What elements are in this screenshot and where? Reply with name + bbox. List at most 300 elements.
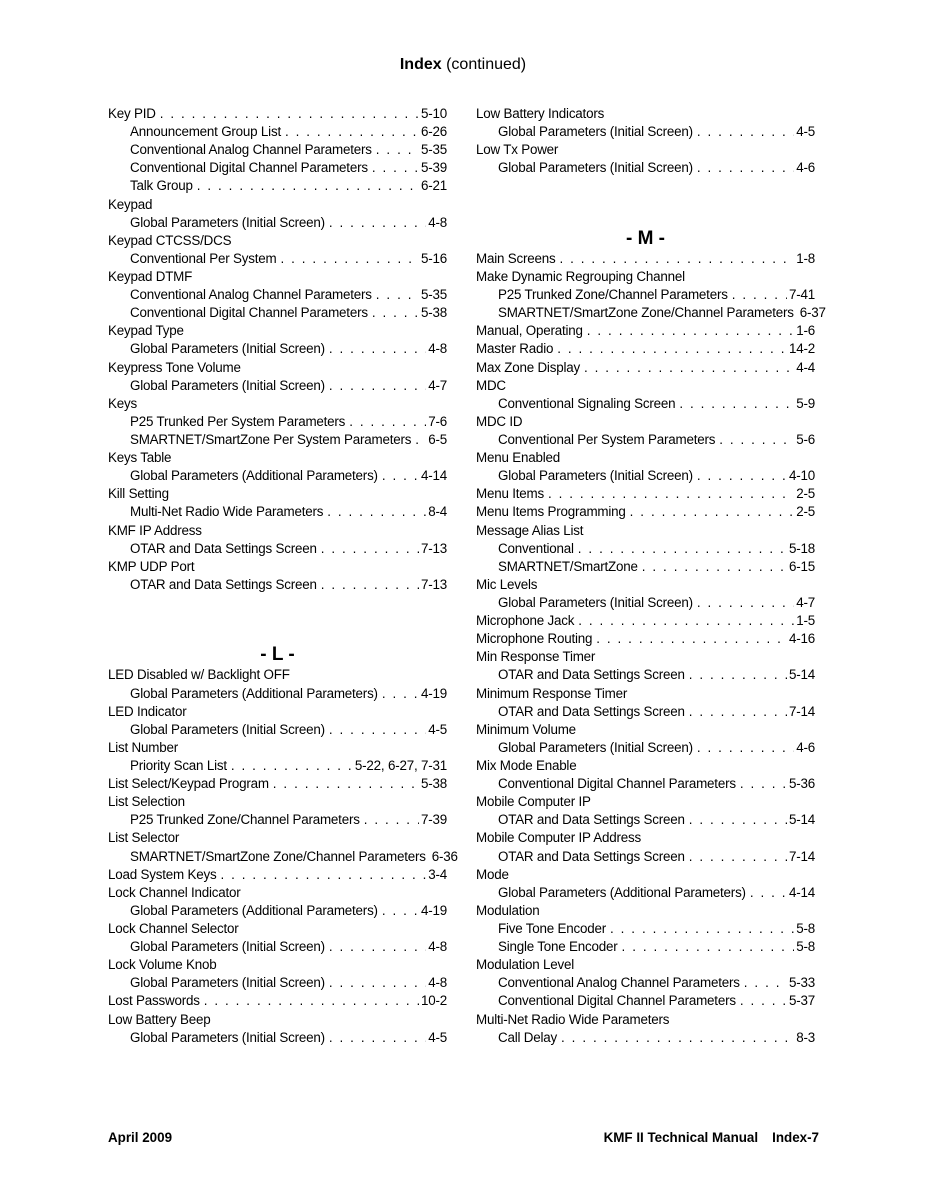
index-subentry — [476, 739, 815, 757]
entry-page-ref: 4-8 — [428, 341, 447, 357]
index-subentry — [476, 938, 815, 956]
index-subentry — [108, 938, 447, 956]
entry-term: Mobile Computer IP — [476, 794, 591, 810]
entry-term: Global Parameters (Initial Screen) — [130, 1029, 325, 1045]
index-subentry — [108, 250, 447, 268]
entry-term: Keys Table — [108, 450, 172, 466]
entry-term: Main Screens — [476, 250, 556, 266]
index-subentry — [108, 340, 447, 358]
entry-page-ref: 4-6 — [796, 160, 815, 176]
entry-term: SMARTNET/SmartZone Per System Parameters — [130, 431, 412, 447]
dot-leader — [642, 558, 787, 576]
index-subentry — [108, 848, 458, 866]
index-subentry — [476, 775, 815, 793]
entry-term: Conventional Signaling Screen — [498, 395, 676, 411]
dot-leader — [740, 775, 787, 793]
dot-leader — [329, 340, 426, 358]
entry-page-ref: 5-9 — [796, 395, 815, 411]
entry-page-ref: 6-5 — [428, 431, 447, 447]
index-entry — [108, 884, 447, 902]
index-entry — [476, 757, 815, 775]
index-subentry — [108, 141, 447, 159]
dot-leader — [327, 503, 426, 521]
entry-term: SMARTNET/SmartZone — [498, 558, 638, 574]
entry-term: MDC — [476, 377, 506, 393]
entry-term: Manual, Operating — [476, 323, 583, 339]
entry-page-ref: 5-38 — [420, 305, 447, 321]
entry-term: Kill Setting — [108, 486, 169, 502]
entry-page-ref: 5-35 — [420, 287, 447, 303]
entry-term: Conventional Digital Channel Parameters — [498, 993, 736, 1009]
entry-term: Keypad Type — [108, 323, 184, 339]
entry-term: List Select/Keypad Program — [108, 776, 269, 792]
page-title-suffix: (continued) — [441, 56, 527, 73]
index-entry — [476, 866, 815, 884]
dot-leader — [197, 177, 419, 195]
entry-term: OTAR and Data Settings Screen — [498, 667, 685, 683]
entry-term: OTAR and Data Settings Screen — [130, 576, 317, 592]
index-subentry — [476, 920, 815, 938]
index-entry — [108, 866, 447, 884]
entry-page-ref: 4-7 — [796, 595, 815, 611]
dot-leader — [630, 503, 795, 521]
dot-leader — [679, 395, 794, 413]
entry-term: Global Parameters (Initial Screen) — [498, 160, 693, 176]
index-subentry — [476, 540, 815, 558]
index-subentry — [108, 1029, 447, 1047]
entry-term: Lost Passwords — [108, 993, 200, 1009]
entry-term: Keys — [108, 395, 137, 411]
dot-leader — [273, 775, 419, 793]
entry-page-ref: 6-26 — [420, 124, 447, 140]
entry-term: MDC ID — [476, 413, 523, 429]
index-entry — [108, 322, 447, 340]
dot-leader — [160, 105, 419, 123]
entry-page-ref: 5-36 — [788, 776, 815, 792]
index-subentry — [108, 540, 447, 558]
entry-term: Keypad DTMF — [108, 268, 193, 284]
entry-page-ref: 5-6 — [796, 432, 815, 448]
index-subentry — [108, 757, 447, 775]
index-entry — [476, 829, 815, 847]
index-subentry — [108, 503, 447, 521]
entry-page-ref: 4-19 — [420, 685, 447, 701]
dot-leader — [382, 902, 419, 920]
entry-term: Talk Group — [130, 178, 193, 194]
dot-leader — [321, 540, 419, 558]
entry-page-ref: 4-5 — [428, 1029, 447, 1045]
entry-term: Low Battery Beep — [108, 1011, 211, 1027]
entry-term: Max Zone Display — [476, 359, 580, 375]
entry-page-ref: 6-36 — [431, 848, 458, 864]
entry-page-ref: 5-18 — [788, 540, 815, 556]
index-subentry — [108, 123, 447, 141]
entry-page-ref: 5-10 — [420, 106, 447, 121]
entry-term: Call Delay — [498, 1029, 558, 1045]
entry-page-ref: 4-4 — [796, 359, 815, 375]
entry-term: Global Parameters (Initial Screen) — [130, 939, 325, 955]
dot-leader — [587, 322, 794, 340]
index-entry — [108, 775, 447, 793]
index-entry — [108, 1011, 447, 1029]
entry-term: Global Parameters (Additional Parameters) — [498, 884, 746, 900]
entry-term: Global Parameters (Initial Screen) — [130, 975, 325, 991]
dot-leader — [329, 377, 426, 395]
entry-term: List Selector — [108, 830, 180, 846]
entry-term: Lock Volume Knob — [108, 957, 217, 973]
entry-term: Lock Channel Indicator — [108, 884, 241, 900]
entry-term: Conventional Per System — [130, 250, 277, 266]
dot-leader — [329, 974, 426, 992]
entry-term: SMARTNET/SmartZone Zone/Channel Parameters — [498, 305, 794, 321]
index-subentry — [108, 721, 447, 739]
entry-page-ref: 5-8 — [796, 939, 815, 955]
entry-page-ref: 14-2 — [788, 341, 815, 357]
entry-term: Global Parameters (Initial Screen) — [498, 595, 693, 611]
entry-term: LED Disabled w/ Backlight OFF — [108, 667, 290, 683]
dot-leader — [578, 540, 787, 558]
index-entry — [476, 685, 815, 703]
entry-term: Global Parameters (Additional Parameters) — [130, 468, 378, 484]
entry-term: Menu Enabled — [476, 450, 560, 466]
entry-page-ref: 2-5 — [796, 504, 815, 520]
dot-leader — [372, 304, 419, 322]
entry-term: Microphone Routing — [476, 631, 593, 647]
entry-page-ref: 4-14 — [788, 884, 815, 900]
entry-term: Conventional Digital Channel Parameters — [130, 160, 368, 176]
entry-page-ref: 6-37 — [799, 305, 826, 321]
entry-term: Menu Items Programming — [476, 504, 626, 520]
entry-term: Load System Keys — [108, 866, 217, 882]
entry-term: OTAR and Data Settings Screen — [130, 540, 317, 556]
entry-term: Announcement Group List — [130, 124, 281, 140]
index-entry — [108, 232, 447, 250]
dot-leader — [281, 250, 419, 268]
entry-term: Conventional Per System Parameters — [498, 432, 716, 448]
index-subentry — [108, 304, 447, 322]
spacer — [476, 177, 815, 195]
index-entry — [476, 141, 815, 159]
index-subentry — [476, 286, 815, 304]
index-entry — [476, 1011, 815, 1029]
section-heading: - M - — [625, 227, 666, 249]
entry-page-ref: 4-7 — [428, 377, 447, 393]
index-entry — [108, 268, 447, 286]
index-entry — [476, 793, 815, 811]
entry-term: Multi-Net Radio Wide Parameters — [476, 1011, 670, 1027]
entry-term: Lock Channel Selector — [108, 920, 239, 936]
index-entry — [476, 340, 815, 358]
dot-leader — [557, 340, 787, 358]
index-subentry — [476, 467, 815, 485]
entry-term: Menu Items — [476, 486, 544, 502]
dot-leader — [596, 630, 787, 648]
index-entry — [108, 359, 447, 377]
index-subentry — [108, 177, 447, 195]
dot-leader — [719, 431, 794, 449]
index-subentry — [108, 159, 447, 177]
entry-page-ref: 4-8 — [428, 975, 447, 991]
dot-leader — [740, 992, 787, 1010]
dot-leader — [697, 467, 787, 485]
entry-term: List Selection — [108, 794, 185, 810]
dot-leader — [204, 992, 419, 1010]
entry-term: KMP UDP Port — [108, 558, 195, 574]
entry-term: P25 Trunked Per System Parameters — [130, 413, 346, 429]
index-entry — [108, 739, 447, 757]
entry-page-ref: 7-13 — [420, 540, 447, 556]
dot-leader — [559, 250, 794, 268]
entry-term: Global Parameters (Initial Screen) — [498, 124, 693, 140]
index-entry — [476, 503, 815, 521]
index-entry — [108, 558, 447, 576]
entry-page-ref: 1-8 — [796, 250, 815, 266]
entry-term: KMF IP Address — [108, 522, 202, 538]
entry-page-ref: 7-39 — [420, 812, 447, 828]
index-subentry — [476, 1029, 815, 1047]
dot-leader — [231, 757, 353, 775]
entry-term: Global Parameters (Initial Screen) — [130, 721, 325, 737]
entry-term: Conventional Analog Channel Parameters — [130, 142, 372, 158]
entry-term: Keypad CTCSS/DCS — [108, 232, 232, 248]
index-entry — [476, 322, 815, 340]
dot-leader — [382, 467, 419, 485]
dot-leader — [689, 666, 787, 684]
index-subentry — [476, 974, 815, 992]
entry-term: Priority Scan List — [130, 758, 227, 773]
entry-page-ref: 7-14 — [788, 703, 815, 719]
index-subentry — [108, 214, 447, 232]
entry-page-ref: 4-6 — [796, 739, 815, 755]
section-heading: - L - — [260, 644, 295, 666]
entry-page-ref: 3-4 — [428, 866, 447, 882]
entry-page-ref: 5-35 — [420, 142, 447, 158]
entry-page-ref: 7-13 — [420, 576, 447, 592]
index-subentry — [476, 304, 826, 322]
index-subentry — [108, 377, 447, 395]
index-entry — [108, 395, 447, 413]
entry-term: Mic Levels — [476, 576, 538, 592]
dot-leader — [689, 811, 787, 829]
index-entry — [108, 920, 447, 938]
entry-term: Conventional Analog Channel Parameters — [498, 975, 740, 991]
dot-leader — [349, 413, 426, 431]
entry-term: Multi-Net Radio Wide Parameters — [130, 504, 324, 520]
dot-leader — [689, 703, 787, 721]
index-entry — [476, 576, 815, 594]
entry-term: OTAR and Data Settings Screen — [498, 848, 685, 864]
page-title — [0, 56, 926, 74]
entry-term: Conventional — [498, 540, 574, 556]
dot-leader — [584, 359, 794, 377]
dot-leader — [329, 214, 426, 232]
entry-term: SMARTNET/SmartZone Zone/Channel Parameters — [130, 848, 426, 864]
entry-term: OTAR and Data Settings Screen — [498, 703, 685, 719]
entry-page-ref: 7-41 — [788, 287, 815, 303]
entry-term: Key PID — [108, 106, 156, 121]
index-entry — [108, 196, 447, 214]
entry-term: Low Tx Power — [476, 142, 559, 158]
entry-page-ref: 5-22, 6-27, 7-31 — [354, 758, 447, 773]
entry-term: Global Parameters (Initial Screen) — [498, 739, 693, 755]
entry-term: Modulation Level — [476, 957, 575, 973]
dot-leader — [732, 286, 787, 304]
index-entry — [476, 413, 815, 431]
index-subentry — [476, 123, 815, 141]
index-entry — [476, 522, 815, 540]
entry-term: Five Tone Encoder — [498, 920, 607, 936]
entry-page-ref: 4-5 — [428, 721, 447, 737]
entry-term: Single Tone Encoder — [498, 939, 618, 955]
index-entry — [108, 666, 447, 684]
entry-page-ref: 8-3 — [796, 1029, 815, 1045]
index-entry — [476, 268, 815, 286]
index-subentry — [108, 811, 447, 829]
index-entry — [476, 449, 815, 467]
entry-page-ref: 10-2 — [420, 993, 447, 1009]
entry-page-ref: 6-21 — [420, 178, 447, 194]
dot-leader — [220, 866, 426, 884]
index-entry — [108, 703, 447, 721]
dot-leader — [744, 974, 787, 992]
entry-page-ref: 1-5 — [796, 613, 815, 629]
entry-term: Min Response Timer — [476, 649, 596, 665]
dot-leader — [697, 159, 794, 177]
index-subentry — [108, 431, 447, 449]
dot-leader — [321, 576, 419, 594]
entry-term: Global Parameters (Initial Screen) — [130, 341, 325, 357]
dot-leader — [610, 920, 794, 938]
index-subentry — [476, 159, 815, 177]
dot-leader — [750, 884, 787, 902]
dot-leader — [329, 721, 426, 739]
entry-term: Minimum Response Timer — [476, 685, 628, 701]
entry-term: LED Indicator — [108, 703, 187, 719]
index-entry — [108, 956, 447, 974]
index-entry — [476, 721, 815, 739]
entry-term: Global Parameters (Initial Screen) — [130, 214, 325, 230]
index-subentry — [476, 992, 815, 1010]
entry-page-ref: 5-37 — [788, 993, 815, 1009]
entry-term: Master Radio — [476, 341, 554, 357]
index-subentry — [476, 703, 815, 721]
index-column-right — [476, 105, 826, 1047]
entry-term: Mobile Computer IP Address — [476, 830, 641, 846]
dot-leader — [689, 848, 787, 866]
index-entry — [108, 522, 447, 540]
dot-leader — [415, 431, 426, 449]
index-subentry — [108, 413, 447, 431]
entry-term: Global Parameters (Initial Screen) — [130, 377, 325, 393]
entry-page-ref: 4-8 — [428, 939, 447, 955]
entry-term: Conventional Digital Channel Parameters — [498, 776, 736, 792]
spacer — [108, 594, 447, 612]
entry-term: Modulation — [476, 902, 540, 918]
index-entry — [476, 250, 815, 268]
entry-term: Conventional Analog Channel Parameters — [130, 287, 372, 303]
index-subentry — [108, 902, 447, 920]
entry-page-ref: 4-19 — [420, 902, 447, 918]
entry-term: Make Dynamic Regrouping Channel — [476, 269, 685, 285]
index-subentry — [476, 431, 815, 449]
dot-leader — [329, 938, 426, 956]
entry-page-ref: 5-39 — [420, 160, 447, 176]
entry-page-ref: 5-38 — [420, 776, 447, 792]
dot-leader — [697, 594, 794, 612]
entry-term: List Number — [108, 739, 178, 755]
index-subentry — [108, 974, 447, 992]
index-entry — [476, 902, 815, 920]
entry-page-ref: 7-14 — [788, 848, 815, 864]
entry-term: P25 Trunked Zone/Channel Parameters — [498, 287, 728, 303]
entry-term: Message Alias List — [476, 522, 584, 538]
entry-page-ref: 4-8 — [428, 214, 447, 230]
index-subentry — [476, 594, 815, 612]
index-subentry — [108, 576, 447, 594]
index-entry — [476, 956, 815, 974]
entry-page-ref: 5-14 — [788, 667, 815, 683]
index-entry — [476, 648, 815, 666]
index-entry — [108, 449, 447, 467]
index-entry — [108, 793, 447, 811]
index-entry — [108, 485, 447, 503]
entry-term: Keypad — [108, 196, 153, 212]
index-column-left — [108, 105, 458, 1047]
dot-leader — [697, 739, 794, 757]
entry-page-ref: 7-6 — [428, 413, 447, 429]
dot-leader — [548, 485, 794, 503]
index-entry — [476, 377, 815, 395]
index-subentry — [476, 558, 815, 576]
footer-date: April 2009 — [108, 1130, 173, 1145]
index-subentry — [476, 395, 815, 413]
dot-leader — [329, 1029, 426, 1047]
index-subentry — [476, 811, 815, 829]
index-subentry — [108, 685, 447, 703]
index-entry — [476, 105, 815, 123]
footer-manual-title: KMF II Technical Manual — [603, 1130, 759, 1145]
entry-page-ref: 4-5 — [796, 124, 815, 140]
entry-page-ref: 4-10 — [788, 468, 815, 484]
dot-leader — [382, 685, 419, 703]
index-entry — [476, 485, 815, 503]
entry-term: Global Parameters (Additional Parameters) — [130, 685, 378, 701]
dot-leader — [376, 141, 419, 159]
entry-page-ref: 1-6 — [796, 323, 815, 339]
entry-page-ref: 4-16 — [788, 631, 815, 647]
entry-term: Minimum Volume — [476, 721, 576, 737]
index-entry — [476, 612, 815, 630]
dot-leader — [372, 159, 419, 177]
index-entry — [108, 829, 447, 847]
footer-right — [604, 1130, 819, 1145]
entry-page-ref: 5-8 — [796, 920, 815, 936]
entry-page-ref: 2-5 — [796, 486, 815, 502]
entry-term: OTAR and Data Settings Screen — [498, 812, 685, 828]
entry-term: Mix Mode Enable — [476, 758, 577, 773]
page-title-main: Index — [399, 56, 442, 73]
entry-page-ref: 6-15 — [788, 558, 815, 574]
index-subentry — [476, 848, 815, 866]
entry-page-ref: 5-16 — [420, 250, 447, 266]
index-entry — [108, 992, 447, 1010]
entry-page-ref: 8-4 — [428, 504, 447, 520]
entry-page-ref: 4-14 — [420, 468, 447, 484]
index-entry — [108, 105, 447, 123]
entry-term: Keypress Tone Volume — [108, 359, 241, 375]
entry-term: P25 Trunked Zone/Channel Parameters — [130, 812, 360, 828]
entry-term: Low Battery Indicators — [476, 106, 605, 121]
